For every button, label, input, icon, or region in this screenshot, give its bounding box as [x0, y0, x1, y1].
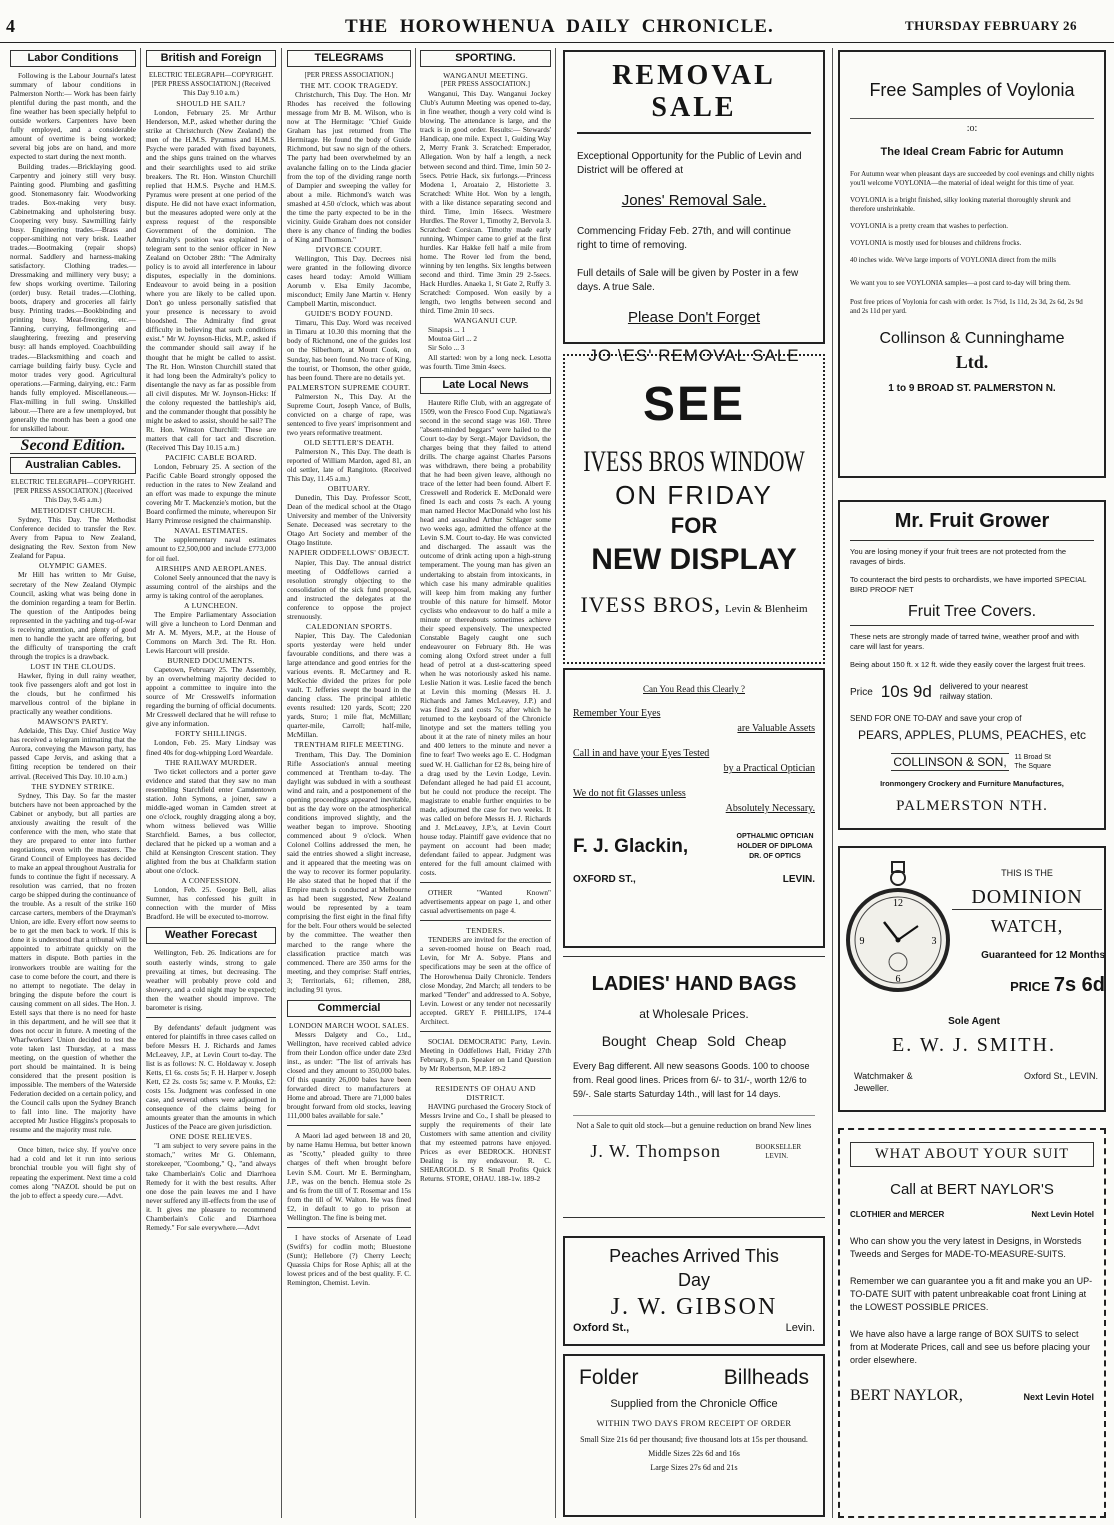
page-number: 4	[6, 16, 15, 36]
ad-text: Exceptional Opportunity for the Public of Levin and District will be offered at	[577, 151, 802, 176]
ad-subline	[850, 1210, 1094, 1219]
article-text: Hawker, flying in dull rainy weather, took five passengers aloft and got lost in the clouds, but he confirmed his marvellous control of the biplane in practically any weather conditions.	[10, 671, 136, 717]
column-british-foreign	[146, 48, 276, 1518]
subheading: METHODIST CHURCH.	[30, 506, 116, 516]
ad-text: 40 inches wide. We've large imports of VOYLONIA direct from the mills	[850, 256, 1056, 264]
ad-text: Call in and have your Eyes Tested	[573, 748, 710, 759]
ad-text: BERT NAYLOR,	[850, 1387, 963, 1404]
ad-text: For Autumn wear when pleasant days are succeeded by cool evenings and chilly nights you'll welcome VOYLONIA—the material of ideal weight for this time of year.	[850, 170, 1094, 187]
ad-address	[573, 874, 815, 885]
subheading: OLYMPIC GAMES.	[39, 561, 107, 571]
ad-text: COLLINSON & SON,	[893, 755, 1007, 769]
divider	[287, 1227, 411, 1228]
ad-text: Call at BERT NAYLOR'S	[890, 1181, 1054, 1198]
article-text: Colonel Seely announced that the navy is assuming control of the airships and the army is taking control of the aeroplanes.	[146, 572, 276, 600]
subheading: RESIDENTS OF OHAU AND DISTRICT.	[435, 1083, 536, 1103]
subheading: MAWSON'S PARTY.	[37, 717, 109, 727]
section-heading: TELEGRAMS	[287, 50, 411, 67]
ad-text: We want you to see VOYLONIA samples—a post card to-day will bring them.	[850, 279, 1071, 287]
ad-separator: :o:	[850, 118, 1094, 134]
dateline: ELECTRIC TELEGRAPH—COPYRIGHT. [PER PRESS ASSOCIATION.] (Received This Day, 9.45 a.m.)	[10, 478, 136, 505]
notice-text: SOCIAL DEMOCRATIC Party, Levin. Meeting in Oddfellows Hall, Friday 27th February, 8 p.m. Speaker on Land Question by Mr Robertson, M.P. 189-2	[420, 1036, 551, 1073]
ad-text: WITHIN TWO DAYS FROM RECEIPT OF ORDER	[596, 1418, 792, 1428]
ad-signature	[573, 1141, 815, 1162]
subheading: WANGANUI CUP.	[453, 316, 518, 326]
result-line: Sinapsis ... 1	[428, 325, 466, 335]
subheading: NAVAL ESTIMATES.	[174, 526, 248, 536]
ad-text: Middle Sizes 22s 6d and 16s	[648, 1449, 740, 1458]
subheading: LONDON MARCH WOOL SALES.	[288, 1020, 410, 1030]
newspaper-title: THE HOROWHENUA DAILY CHRONICLE.	[345, 16, 774, 37]
ad-text: at Wholesale Prices.	[639, 1007, 749, 1021]
ad-hand-bags	[563, 956, 825, 1218]
article-text: Wanganui, This Day. Wanganui Jockey Club's Autumn Meeting was opened to-day, in fine weather, though a very cold wind is blowing. The attendance is large, and the track is in good order. Results:— Stewards' Handicap, one mile. Expect 1, Guiding Way 2, Merry Frank 3. Scratched: Emperador, Allegation. Won by half a length, a neck between second and third. Time, 1min 50 2-5secs. Petrie Hack, six furlongs.—Princess Modena 1, Aroataio 2, Historiette 3. Scratched: White Hot. Won by a length, with a like distance separating second and third. Time, 1min 16secs. Westmere Hurdles. The Rover 1, Timothy 2, Bervola 3. Scratched: Corsican. Timothy made early running. Whimper came to grief at the first hurdles. Kar Hakke fell half a mile from home. The Rover led from the bend, winning by ten lengths. Six lengths between second and third. Time 3min 29 2-5secs. Hack Hurdles. Anaeka 1, St Gate 2, Ruffy 3. Scratched: Composed. Won easily by a length, two lengths between second and third. Time 2min 10 secs.	[420, 89, 552, 316]
column-rule	[555, 48, 556, 1518]
svg-text:6: 6	[895, 974, 901, 985]
article-text: Trentham, This Day. The Dominion Rifle Association's annual meeting commenced at Trentham to-day. The daylight was subdued in with a southeast wind and rain, and a postponement of the opening proceedings appeared inevitable, but as the day wore on the atmospherical conditions improved slightly, and the weather began to improve. Shooting commenced about 9 o'clock. When Colonel Collins addressed the men, he said the entries showed a slight increase, and it appeared that the meeting was on the way to recover its former popularity. He also stated that he hoped that if the Empire match is conducted at Melbourne as had been suggested, New Zealand would be represented by a team comprising the first eight in the final fifty for the belt. Four others would be selected by the committee. The weather then marched to the range where the classification practice match was commenced. There are 350 arms for the meeting, and they comprise: Staff entries, 3; Territorials, 61; riflemen, 288, including 91 tyros.	[287, 749, 411, 994]
ad-text: J. W. Thompson	[590, 1141, 722, 1161]
article-text: Timaru, This Day. Word was received in Timaru at 10.30 this morning that the body of Richmond, one of the guides lost on the Silberhorn, at Mount Cook, on Sunday, has been found. No trace of King, the tourist, or Thomson, the other guide, has been found. There are no details yet.	[287, 318, 411, 382]
ad-text: Every Bag different. All new seasons Goods. 100 to choose from. Real good lines. Prices from 6/- to 31/-, worth 12/6 to 59/-. Sale starts Saturday 14th., will last for 14 days.	[573, 1061, 810, 1099]
subheading: ONE DOSE RELIEVES.	[169, 1132, 253, 1142]
ad-text: Levin & Blenheim	[725, 603, 808, 615]
subheading: PALMERSTON SUPREME COURT.	[287, 382, 411, 392]
divider	[420, 1031, 551, 1032]
column-rule	[832, 48, 833, 1518]
notice-text: TENDERS are invited for the erection of a seven-roomed house on Beach road, Levin, for Mr A. Sobye. Plans and specifications may be seen at the office of The Horowhenua Daily Chronicle. Tenders close Monday, 2nd March; all tenders to be marked "Tender" and addressed to A. Sobye, Levin. Lowest or any tender not necessarily accepted. GREY F. PHILLIPS, 174-4 Architect.	[420, 935, 551, 1026]
article-text: Christchurch, This Day. The Hon. Mr Rhodes has received the following message from Mr B. M. Wilson, who is now at The Hermitage: "Chief Guide Graham has just returned from The Hermitage. He found the body of Guide Richmond, but saw no sign of the others. The party had been overwhelmed by an avalanche falling on to the Linda glacier from the top of the dividing range north of Dampier and sweeping the valley for about a mile. Richmond's watch was smashed at 4.50 o'clock, which was about the time the party expected to be in the vicinity. Guide Graham does not consider there is any chance of finding the bodies of King and Thomson."	[287, 90, 411, 244]
subheading: SHOULD HE SAIL?	[176, 99, 246, 109]
article-text: Palmerston N., This Day. At the Supreme Court, Joseph Vance, of Bulls, convicted on a charge of rape, was sentenced to five years' imprisonment and two years reformative treatment.	[287, 391, 411, 437]
ad-text: Post free prices of Voylonia for cash with order. 1s 7½d, 1s 11d, 2s 3d, 2s 6d, 2s 9d and 2s 11d per yard.	[850, 298, 1083, 315]
edition-heading: Second Edition.	[10, 437, 136, 454]
price: 10s 9d	[880, 682, 932, 701]
article-text: London, February 25. Mr Arthur Henderson, M.P., asked whether during the strike at Christchurch (New Zealand) the men of the H.M.S. Pyramus and H.M.S. Psyche were paraded with fixed bayonets, and the ships guns trained on the wharves and their searchlights used to aid strike breakers. The Rt. Hon. Winston Churchill replied that H.M.S. Psyche and H.M.S. Pyramus were present at one period of the dispute. He did not have exact information, but the measures adopted were only at the express request of the responsible Government of the dominion. The Admiralty's position was explained in a telegram sent to the senior officer in New Zealand on October 28th: "The Admiralty policy is to avoid all interference in labour disputes, especially in the dominions. Endeavour to avoid being in a position where you are likely to be called upon. Don't go unless personally satisfied that your presence is necessary to avoid bloodshed. The Admiralty find great difficulty in believing that such conditions exist." Mr W. Joynson-Hicks, M.P., asked if the commander should sail away if he thought that he might be called to assist. The Rt. Hon. Winston Churchill stated that it had long been the Admiralty's policy to disentangle the navy as far as possible from all civil disputes. Mr W. Joynson-Hicks: If the colony requested the battleship's aid, and the commander thought that possibly he might be asked to assist, should he sail? The Rt. Hon. Winston Churchill: These are matters that call for tact and discretion. (Received This Day 10.15 a.m.)	[146, 108, 276, 452]
ad-address	[573, 1322, 815, 1334]
ad-text: Bought Cheap Sold Cheap	[601, 1033, 787, 1049]
subheading: PACIFIC CABLE BOARD.	[165, 453, 257, 463]
article-text: Sydney, This Day. So far the master butchers have not been approached by the Cabinet or anybody, but all parties are anxiously awaiting the result of the conference with the men, who state that they are prepared to enter into further negotiations, even with the masters. The Grand Council of Employees has decided to make an appeal throughout Australia for funds to continue the fight if necessary. A resolution was carried, that no frozen cargo be shipped during the continuance of the trouble. As a result of the strike 160 carcase carters, members of the Drayman's Union, are idle. Every effort now seems to be to get the men back to work. If this is done it is understood that a tribunal will be appointed to arbitrate quickly on the matters in dispute. Both parties in the ironworkers trouble are waiting for the case to come before the court, and there is no attempt to negotiate. The delay in bringing the dispute before the court is causing comment on all sides. The Hon. J. Estell says that there is no need for haste in this department, and he will see that it does not occur in future. A meeting of the Wharfworkers' Union decided to test the vote taken last Thursday, at a mass meeting, on the question of whether the port should be maintained. It is being considered that the present position is impossible. The members of the Waterside Federation decided on a certain policy, and the Council calls upon the Sydney Branch to fall into line. The majority have accepted Mr Justice Higgins's proposals to resume and the majority must rule.	[10, 790, 136, 1135]
column-rule	[281, 48, 282, 1518]
article-text: All started: won by a long neck. Lesotta was fourth. Time 3min 4secs.	[420, 352, 551, 371]
ad-text: Who can show you the very latest in Designs, in Worsteds Tweeds and Serges for MADE-TO-MEASURE-SUITS.	[850, 1236, 1082, 1259]
ad-signature	[850, 753, 1094, 771]
subheading: THE SYDNEY STRIKE.	[31, 781, 115, 791]
ad-text: IVESS BROS,	[580, 592, 722, 617]
ad-signature	[571, 592, 817, 618]
subheading: DIVORCE COURT.	[315, 244, 383, 254]
ad-title: SEE	[642, 378, 746, 431]
result-line: Moutoa Girl ... 2	[428, 334, 478, 344]
ad-fruit-grower	[838, 500, 1106, 830]
ad-title: Billheads	[723, 1366, 809, 1389]
ad-text: VOYLONIA is a pretty cream that washes to perfection.	[850, 222, 1009, 230]
column-telegrams	[287, 48, 411, 1518]
ad-title: Peaches Arrived This	[609, 1246, 779, 1266]
ad-text: Large Sizes 27s 6d and 21s	[650, 1463, 738, 1472]
ad-text: Please Don't Forget	[627, 309, 761, 326]
ad-text: VOYLONIA is mostly used for blouses and childrens frocks.	[850, 239, 1022, 247]
ad-text: Ironmongery Crockery and Furniture Manufactures,	[880, 779, 1064, 788]
advert-text: "I am subject to very severe pains in the stomach," writes Mr G. Ohlemann, storekeeper, "Coombong," Q., "and always take Chamberlain's Colic and Diarrhoea Remedy for it with the best results. After one dose the pain leaves me and I have never suffered any ill-effects from the use of it. It gives me pleasure to recommend Chamberlain's Colic and Diarrhoea Remedy." For sale everywhere.—Advt	[146, 1141, 277, 1232]
article-text: A Maori lad aged between 18 and 20, by name Hamu Hemua, but better known as "Scotty," pleaded guilty to three charges of theft when brought before Levin S.M. Court. Mr E. Bermingham, J.P., was on the bench. Hemua stole 2s and 6s from the till of T. Rosemar and 15s from the till of W. Walton. He was fined £2, in default to go to prison at Wellington. The fine is being met.	[287, 1131, 411, 1222]
ad-signature	[850, 1387, 1094, 1405]
article-text: London, Feb. 25. George Bell, alias Sumner, has confessed his guilt in connection with the murder of Miss Bradford. He will be executed to-morrow.	[146, 885, 276, 922]
result-line: Sir Solo ... 3	[428, 343, 465, 353]
article-text: Capetown, February 25. The Assembly, by an overwhelming majority decided to appoint a committee to inquire into the source of Mr Cresswell's information regarding the burning of official documents. Mr Cresswell declared that he will refuse to give any information.	[146, 665, 276, 729]
ad-text: JO \ES' REMOVAL SALE	[588, 346, 800, 365]
section-heading: SPORTING.	[420, 50, 551, 67]
article-text: Hautere Rifle Club, with an aggregate of 1509, won the Fresco Food Cup. Ngatiawa's second in the second stage was 160. Three "absent-minded beggars" were hailed to the Court to-day by Sergt.-Major Davidson, the charges being that they failed to attend drills. The charge against Charles Parsons was withdrawn, there being a probability that he had been given leave, although no trace of the letter had been found. Albert F. Cresswell and Roderick E. McDonald were fined 1s each and costs 7s each. A young man named Hector MacDonald who lost his head and assaulted Arthur Schlager some two weeks ago, admitted the offence at the Levin S.M. Court to-day. He was convicted and discharged. The assault was the outcome of drink acting upon a high-strung temperament. The young man has given an undertaking to abstain from intoxicants, in which case his many admirable qualities will keep him from making any further trouble of this nature for himself. Motor cyclists who endeavour to do half a mile a minute or thereabouts sometimes achieve their speed expensively. The unexpected Constable Bagely caught one such endeavourer on February 8th. He was coming along Oxford street under a full head of petrol at a dust-scattering speed when he was notoriously asked his name. Leslie Nation it was. Leslie faced the bench at Levin this morning (Messrs H. J. Richards and James McLeavey, J.P.) and was fined 2s and costs 7s; after which he returned to the keyboard of the Chronicle linotype and set the matters telling you about it at the rate of ninety miles an hour and 400 letters to the minute and never a fine to fear! Two weeks ago E. C. Hodgman sued W. H. Gallichan for £2 8s, being hire of a drag used by the Levin Lodge, Levin. Defendant alleged he had paid £1 account, but he could not produce the receipt. The magistrate to enable further enquiries to be made, adjourned the case for two weeks. It was called on before Messrs H. J. Richards and J. McLeavey, J.P.'s, at Levin Court house today. Plaintiff gave evidence that no payment on account had been made; defendant failed to appear. Judgment was entered for the full amount claimed with costs.	[420, 397, 551, 878]
ad-text: Remember we can guarantee you a fit and make you an UP-TO-DATE SUIT with patent unbreakable coat front Lining at the LOWEST POSSIBLE PRICES.	[850, 1276, 1093, 1312]
ad-text: To counteract the bird pests to orchardists, we have imported SPECIAL BIRD PROOF NET	[850, 575, 1087, 594]
svg-text:3: 3	[931, 936, 937, 947]
ad-text: SEND FOR ONE TO-DAY and save your crop of	[850, 714, 1022, 723]
ad-title: Mr. Fruit Grower	[850, 508, 1094, 541]
ad-text: F. J. Glackin,	[573, 836, 689, 857]
ad-text: These nets are strongly made of tarred twine, weather proof and with care will last for years.	[850, 632, 1079, 651]
ad-subtitle: The Ideal Cream Fabric for Autumn	[880, 146, 1064, 158]
column-rule	[140, 48, 141, 1518]
ad-text: Not a Sale to quit old stock—but a genuine reduction on brand New lines	[573, 1115, 815, 1131]
ad-text: FOR	[670, 513, 718, 538]
ad-voylonia	[838, 50, 1106, 478]
ad-peaches	[563, 1236, 825, 1346]
ad-text: PRICE	[1010, 979, 1050, 994]
divider	[420, 920, 551, 921]
ad-text: 1 to 9 BROAD ST. PALMERSTON N.	[888, 383, 1056, 394]
ad-title: LADIES' HAND BAGS	[591, 973, 797, 995]
article-text: Sydney, This Day. The Methodist Conference decided to transfer the Rev. Avery from Papua to New Zealand, designating the Rev. Sexton from New Zealand for Papua.	[10, 515, 136, 561]
article-text: By defendants' default judgment was entered for plaintiffs in three cases called on before Messrs H. J. Richards and James McLeavey, J.P., at Levin Court to-day. The list is as follows: N. C. Holdaway v. Joseph Ketts, £1 6s. costs 5s; F. H. Harper v. Joseph Kett, £2 2s. costs 5s; same v. P. Mouks, £2: costs 15s. Judgment was confessed in one case, and several others were adjourned in consequence of the claims being for amounts greater than the amounts in which Justices of the Peace are given jurisdiction.	[146, 1022, 276, 1132]
section-heading: Commercial	[287, 1000, 411, 1017]
ad-text: delivered to your nearest railway station.	[939, 682, 1028, 701]
ad-text: Sole Agent	[948, 1016, 1000, 1027]
ad-text: 11 Broad St The Square	[1014, 754, 1051, 770]
ad-title: DOMINION	[952, 886, 1102, 910]
ad-text: E. W. J. SMITH.	[892, 1034, 1056, 1056]
article-text: London, Feb. 25. Mary Lindsay was fined 40s for dog-whipping Lord Weardale.	[146, 738, 276, 757]
ad-ivess-bros	[563, 354, 825, 664]
article-text: Dunedin, This Day. Professor Scott, Dean of the medical school at the Otago University and member of the University Senate. Deceased was secretary to the Otago Art Society and member of the Otago Institute.	[287, 493, 411, 548]
ad-text: ON FRIDAY	[615, 480, 773, 510]
dateline: [PER PRESS ASSOCIATION.]	[304, 71, 394, 80]
ad-text: Small Size 21s 6d per thousand; five thousand lots at 15s per thousand.	[580, 1435, 808, 1444]
ad-text: Commencing Friday Feb. 27th, and will continue right to time of removing.	[577, 226, 791, 251]
divider	[420, 882, 551, 883]
section-heading: Weather Forecast	[146, 927, 276, 944]
svg-text:9: 9	[859, 936, 865, 947]
ad-text: Oxford St.,	[573, 1322, 630, 1334]
divider	[146, 1017, 276, 1018]
divider	[420, 1078, 551, 1079]
article-text: Wellington, Feb. 26. Indications are for south easterly winds, strong to gale prevailing at times, but decreasing. The weather will probably prove cold and showery, and a cold night may be expected; then the weather should improve. The barometer is rising.	[146, 948, 276, 1012]
dateline: [PER PRESS ASSOCIATION.]	[441, 80, 530, 89]
ad-bert-naylor	[838, 1128, 1106, 1518]
watch-illustration	[846, 858, 950, 1018]
ad-text: PALMERSTON NTH.	[896, 798, 1048, 814]
pocket-watch-icon	[846, 858, 950, 1018]
subheading: LOST IN THE CLOUDS.	[30, 661, 116, 671]
ad-text: LEVIN.	[782, 874, 815, 885]
ad-text: WATCH,	[990, 916, 1064, 936]
ad-text: OXFORD ST.,	[573, 874, 636, 885]
subheading: A LUNCHEON.	[184, 600, 238, 610]
ad-text: by a Practical Optician	[723, 763, 815, 774]
subheading: OBITUARY.	[327, 484, 371, 494]
article-text: The supplementary naval estimates amount to £2,500,000 and include £773,000 for oil fuel.	[146, 535, 276, 563]
article-text: Napier, This Day. The annual district meeting of Oddfellows carried a resolution strongly objecting to the consolidation of the sick fund proposal, and instructed the delegates at the conference to oppose the project strenuously.	[287, 557, 411, 621]
advert-text: Once bitten, twice shy. If you've once had a cold and let it run into serious bronchial trouble you will fight shy of repeating the experiment. Next time a cold comes along "NAZOL should be put on the job to effect a speedy cure.—Advt.	[10, 1145, 136, 1200]
ad-text: Can You Read this Clearly ?	[643, 684, 745, 694]
issue-date: THURSDAY FEBRUARY 26	[905, 18, 1078, 33]
subheading: AIRSHIPS AND AEROPLANES.	[155, 563, 267, 573]
column-sporting	[420, 48, 551, 1518]
ad-glackin-optician	[563, 668, 825, 948]
ad-text: Levin.	[785, 1322, 815, 1334]
watch-text	[952, 868, 1102, 937]
ad-folder-billheads	[563, 1354, 825, 1517]
ad-text: Being about 150 ft. x 12 ft. wide they easily cover the largest fruit trees.	[850, 660, 1086, 669]
subheading: THE MT. COOK TRAGEDY.	[299, 81, 399, 91]
svg-text:12: 12	[893, 898, 903, 909]
section-heading: Labor Conditions	[10, 50, 136, 67]
article-text: Napier, This Day. The Caledonian sports yesterday were held under favourable conditions, and there was a large attendance and good entries for the various events. R. McCartney and R. McKechie divided the prizes for pole vault. T. Jefferies swept the board in the dancing class. The principal athletic events resulted: 120 yards, Scott; 220 yards, Sturo; 1 mile flat, McMillan; quarter-mile, Carroll; half-mile, McMillan.	[287, 630, 411, 740]
ad-text: Supplied from the Chronicle Office	[610, 1398, 778, 1410]
ad-text: VOYLONIA is a bright finished, silky looking material thoroughly shrunk and therefore unshrinkable.	[850, 196, 1071, 213]
ad-text: NEW DISPLAY	[591, 543, 797, 576]
column-rule	[415, 48, 416, 1518]
section-heading: Late Local News	[420, 377, 551, 394]
subheading: WANGANUI MEETING.	[443, 71, 528, 81]
dateline: ELECTRIC TELEGRAPH—COPYRIGHT. [PER PRESS ASSOCIATION.] (Received This Day 9.10 a.m.)	[148, 71, 274, 98]
subheading: BURNED DOCUMENTS.	[167, 656, 255, 666]
ad-text: You are losing money if your fruit trees are not protected from the ravages of birds.	[850, 547, 1067, 566]
ad-text: Fruit Tree Covers.	[850, 603, 1094, 626]
subheading: FORTY SHILLINGS.	[175, 729, 247, 739]
ad-text: Next Levin Hotel	[1031, 1210, 1094, 1219]
ad-text: We do not fit Glasses unless	[573, 788, 686, 799]
ad-text: BOOKSELLER LEVIN.	[755, 1142, 802, 1160]
ad-text: Price	[850, 686, 873, 698]
column-labor-conditions	[10, 48, 136, 1518]
article-text: Adelaide, This Day. Chief Justice Way has received a telegram intimating that the Aurora, conveying the Mawson party, has passed Cape Jervis, and asking that a fitting reception be tendered on their arrival. (Received This Day. 10.10 a.m.)	[10, 726, 136, 781]
divider	[287, 1125, 411, 1126]
ad-text: Full details of Sale will be given by Poster in a few days. A true Sale.	[577, 268, 799, 293]
ad-title: Free Samples of Voylonia	[869, 80, 1075, 100]
subheading: OLD SETTLER'S DEATH.	[303, 437, 395, 447]
article-text: Building trades.—Bricklaying good. Carpentry and joinery still very busy. Painting good. Plumbing and gasfitting good. Stonemasonry fair. Woodworking trades. Box-making very busy. Cabinetmaking and upholstering busy. Coopering very busy. Sawmilling fairly busy. Engineering trades.—Brass and copper-smithing not very brisk. Leather trades.—Bootmaking (repair shops) normal. Saddlery and harness-making satisfactory. Clothing trades.—Dressmaking and millinery very busy; a few shops working overtime. Tailoring (order) busy. Retail trades.—Clothing, boots, drapery and groceries all fairly busy. Printing trades.—Bookbinding and printing busy. Meat-freezing, etc.—Tanning, currying, fellmongering and slaughtering, freezing and preserving busy: all hands employed. Coachbuilding trades.—Blacksmithing and coach and carriage building fairly busy. Cycle and motor trades very good. Agricultural operations.—Farming, dairying, etc.: Farm hands fully employed. Miscellaneous.—Flax-milling in full swing. Unskilled labour.—There are a few unemployed, but generally the month has been a good one for unskilled labour.	[10, 161, 136, 433]
ad-text: OPTHALMIC OPTICIAN HOLDER OF DIPLOMA DR. OF OPTICS	[736, 833, 814, 860]
article-text: London, February 25. A section of the Pacific Cable Board strongly opposed the reduction in the rates to New Zealand and an effort was made to expunge the minute covering Mr T. Mackenzie's motion, but the Board confirmed the minute, whereupon Sir Harry Primrose resigned the chairmanship.	[146, 462, 276, 526]
subheading: TENDERS.	[466, 926, 505, 936]
ad-text: Day	[677, 1270, 710, 1290]
divider	[10, 1139, 136, 1140]
article-text: The Empire Parliamentary Association will give a luncheon to Lord Denman and Mr A. M. Myers, M.P., at the House of Commons on March 3rd. The Rt. Hon. Lewis Harcourt will preside.	[146, 609, 276, 655]
article-text: Following is the Labour Journal's latest summary of labour conditions in Palmerston North:— Work has been fairly plentiful during the past month, and the fine weather has been specially helpful to outside workers. Carpenters have been fully employed, and a considerable amount of overtime is being worked; several big jobs are on hand, and more expected to start during the next month.	[10, 71, 136, 162]
article-text: Messrs Dalgety and Co., Ltd., Wellington, have received cabled advice from their London office under date 23rd inst., as under: "The list of arrivals has closed and they amount to 350,000 bales. Of this quantity 26,000 bales have been forwarded direct to manufacturers at Home and abroad. There are 71,000 bales brought forward from old stocks, leaving 111,000 bales available for sale."	[287, 1029, 411, 1121]
ad-text: Oxford St., LEVIN.	[1023, 1071, 1098, 1081]
ad-text: are Valuable Assets	[737, 723, 815, 734]
ad-text: IVESS BROS WINDOW	[583, 445, 805, 478]
advert-text: I have stocks of Arsenate of Lead (Swift's) for codlin moth; Bluestone (Sunt); Hellebore (?) Cherry Leech; Quassia Chips for Rose Aphis; all at the lowest prices and of the best quality. F. C. Remington, Chemist. Levin.	[287, 1232, 411, 1288]
ad-title: REMOVAL SALE	[577, 60, 811, 134]
ad-dominion-watch	[838, 846, 1106, 1112]
ad-title: Folder	[579, 1366, 639, 1389]
ad-text: CLOTHIER and MERCER	[850, 1210, 945, 1219]
ad-title-row	[573, 1362, 815, 1390]
ad-text: Next Levin Hotel	[1023, 1392, 1094, 1402]
section-heading: Australian Cables.	[10, 457, 136, 474]
ad-title: WHAT ABOUT YOUR SUIT	[850, 1142, 1094, 1167]
notice-text: HAVING purchased the Grocery Stock of Messrs Irvine and Co., I shall be pleased to supply the requirements of their late Customers with same attention and civility that my esteemed patrons have enjoyed. Prices as ever BEDROCK. HONEST Dealing is my endeavour. R. C. SHEARGOLD. S R Small Profits Quick Returns. STORE, OHAU. 188-1w. 189-2	[420, 1102, 551, 1184]
subheading: THE RAILWAY MURDER.	[164, 757, 258, 767]
ad-text: Ltd.	[955, 352, 989, 372]
price: 7s 6d	[1053, 974, 1105, 996]
ad-price-row	[850, 682, 1094, 702]
subheading: TRENTHAM RIFLE MEETING.	[293, 740, 405, 750]
article-text: Palmerston N., This Day. The death is reported of William Mardon, aged 81, an old settler, late of Rangitoto. (Received This Day, 11.45 a.m.)	[287, 446, 411, 484]
section-heading: British and Foreign	[146, 50, 276, 67]
ad-text: Collinson & Cunninghame	[879, 330, 1065, 347]
ad-text: Watchmaker & Jeweller.	[854, 1071, 913, 1093]
subheading: GUIDE'S BODY FOUND.	[305, 309, 393, 319]
ad-text: THIS IS THE	[1001, 868, 1053, 878]
ad-text: Absolutely Necessary.	[725, 803, 815, 814]
ad-text: Guaranteed for 12 Months	[981, 950, 1105, 961]
article-text: Wellington, This Day. Decrees nisi were granted in the following divorce cases heard today: Arnold William Aorumb v. Elsa Emily Jacombe, misconduct; Emily Jane Martin v. Henry Campbell Martin, misconduct.	[287, 253, 411, 309]
subheading: CALEDONIAN SPORTS.	[305, 621, 393, 631]
ad-text: Jones' Removal Sale.	[621, 192, 767, 209]
ad-removal-sale	[563, 50, 825, 365]
subheading: A CONFESSION.	[181, 876, 241, 886]
article-text: Two ticket collectors and a porter gave evidence and stated that they saw no man resembling Starchfield enter Camdentown station. John Symons, a joiner, saw a middle-aged woman in Camden street at one o'clock, roughly dragging along a boy, whom witness believed was Willie Starchfield. Barnes, a bus collector, declared that he picked up a woman and a child at Kensington Crescent station. They alighted from the bus at Chalkfarm station about one o'clock.	[146, 766, 276, 876]
ad-text: J. W. GIBSON	[610, 1294, 778, 1320]
ad-text: Remember Your Eyes	[573, 708, 661, 719]
masthead	[0, 14, 1114, 43]
price-row	[950, 974, 1105, 997]
article-text: Mr Hill has written to Mr Guise, secretary of the New Zealand Olympic Council, asking what was being done in the dominion regarding a team for Berlin. The question of the Antipodes being represented in the yachting and tug-of-war is receiving attention, and plenty of good men to handle the yacht are offering, but the difficulty of transporting the craft through the tropics is a drawback.	[10, 570, 136, 661]
ad-signature	[573, 832, 815, 862]
subheading: NAPIER ODDFELLOWS' OBJECT.	[288, 548, 410, 558]
ad-text: We have also have a large range of BOX SUITS to select from at Moderate Prices, call and see us before placing your order elsewhere.	[850, 1329, 1091, 1365]
notice-text: OTHER "Wanted Known" advertisements appear on page 1, and other casual advertisements on page 4.	[420, 888, 551, 916]
ad-text: PEARS, APPLES, PLUMS, PEACHES, etc	[857, 728, 1087, 742]
